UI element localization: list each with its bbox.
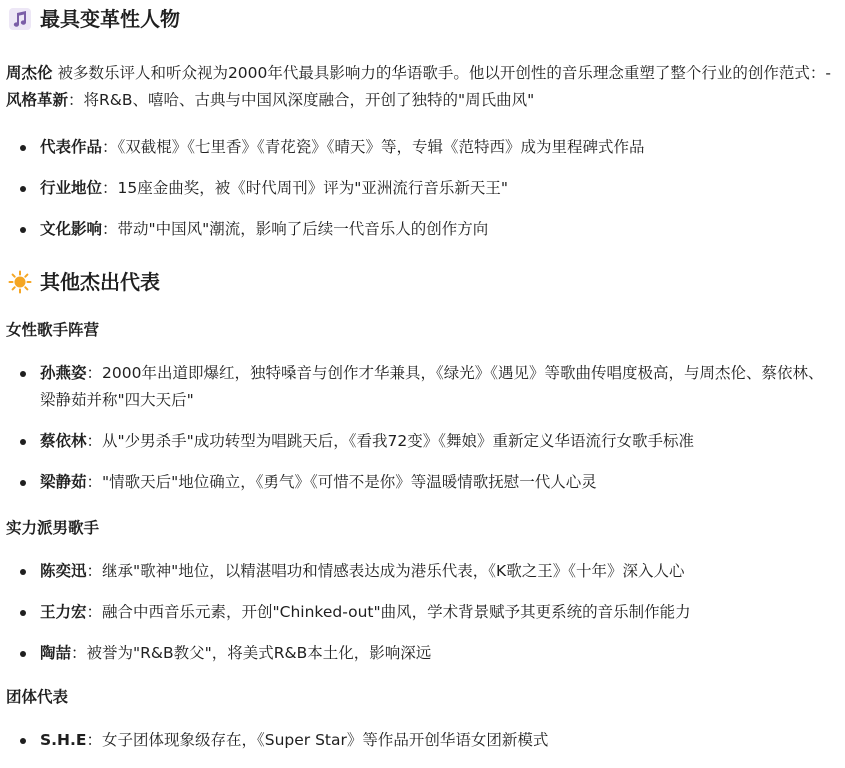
item-text: ："情歌天后"地位确立，《勇气》《可惜不是你》等温暖情歌抚慰一代人心灵	[86, 473, 597, 491]
item-text: ：带动"中国风"潮流，影响了后续一代音乐人的创作方向	[102, 220, 489, 238]
intro-text: 被多数乐评人和听众视为2000年代最具影响力的华语歌手。他以开创性的音乐理念重塑了整个行业的创作范式：-	[52, 64, 831, 82]
style-text: ：将R&B、嘻哈、古典与中国风深度融合，开创了独特的"周氏曲风"	[68, 91, 535, 109]
group-acts-list	[6, 727, 835, 768]
list-item	[6, 216, 835, 243]
item-text: ：《双截棍》《七里香》《青花瓷》《晴天》等，专辑《范特西》成为里程碑式作品	[102, 138, 645, 156]
item-label: 陈奕迅	[40, 562, 87, 580]
item-text: ：被誉为"R&B教父"，将美式R&B本土化，影响深远	[71, 644, 432, 662]
group-title-male: 实力派男歌手	[6, 519, 100, 537]
item-label: 梁静茹	[40, 473, 87, 491]
item-label: 文化影响	[40, 220, 103, 238]
jay-chou-details-list	[6, 134, 835, 257]
item-label: S.H.E	[40, 731, 87, 749]
intro-paragraph	[6, 60, 835, 114]
list-item	[6, 599, 835, 626]
item-text: ：从"少男杀手"成功转型为唱跳天后，《看我72变》《舞娘》重新定义华语流行女歌手标准	[86, 432, 695, 450]
list-item	[6, 428, 835, 455]
item-text: ：15座金曲奖，被《时代周刊》评为"亚洲流行音乐新天王"	[102, 179, 508, 197]
group-title-female: 女性歌手阵营	[6, 321, 100, 339]
item-label: 代表作品	[40, 138, 103, 156]
item-text: ：融合中西音乐元素，开创"Chinked-out"曲风，学术背景赋予其更系统的音乐制作能力	[86, 603, 691, 621]
music-note-icon	[8, 7, 32, 31]
item-text: ：继承"歌神"地位，以精湛唱功和情感表达成为港乐代表，《K歌之王》《十年》深入人心	[86, 562, 685, 580]
item-text: ：2000年出道即爆红，独特嗓音与创作才华兼具，《绿光》《遇见》等歌曲传唱度极高，与周杰伦、蔡依林、梁静茹并称"四大天后"	[40, 364, 824, 409]
section-heading-others	[8, 268, 160, 296]
sun-icon	[8, 270, 32, 294]
item-label: 蔡依林	[40, 432, 87, 450]
group-title-groups: 团体代表	[6, 688, 69, 706]
style-label: 风格革新	[6, 91, 69, 109]
item-label: 孙燕姿	[40, 364, 87, 382]
list-item	[6, 640, 835, 667]
item-label: 行业地位	[40, 179, 103, 197]
list-item	[6, 469, 835, 496]
item-text: ：女子团体现象级存在，《Super Star》等作品开创华语女团新模式	[86, 731, 549, 749]
item-label: 王力宏	[40, 603, 87, 621]
list-item	[6, 727, 835, 754]
section-title: 最具变革性人物	[40, 7, 180, 31]
list-item	[6, 134, 835, 161]
male-singers-list	[6, 558, 835, 681]
artist-name: 周杰伦	[6, 64, 53, 82]
section-heading-revolutionary	[8, 5, 180, 33]
list-item	[6, 175, 835, 202]
list-item	[6, 360, 835, 414]
list-item	[6, 558, 835, 585]
item-label: 陶喆	[40, 644, 72, 662]
section-title: 其他杰出代表	[40, 270, 160, 294]
female-singers-list	[6, 360, 835, 510]
